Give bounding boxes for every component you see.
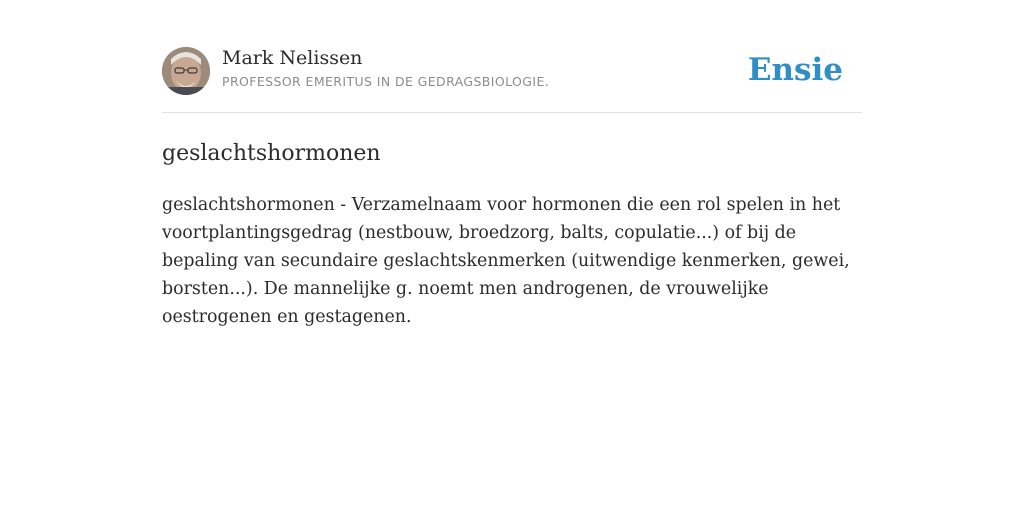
- entry-term: geslachtshormonen: [162, 141, 381, 166]
- page: [162, 0, 862, 331]
- ensie-logo[interactable]: Ensie: [747, 52, 843, 88]
- entry-definition: geslachtshormonen - Verzamelnaam voor hormonen die een rol spelen in het voortplantingsgedrag (nestbouw, broedzorg, balts, copulatie...) of bij de bepaling van secundaire geslachtskenmerken (uitwendige kenmerken, gewei, borsten...). De mannelijke g. noemt men androgenen, de vrouwelijke oestrogenen en gestagenen.: [162, 195, 850, 327]
- author-name[interactable]: Mark Nelissen: [222, 47, 363, 69]
- header: [162, 0, 862, 113]
- avatar-portrait-icon: [162, 47, 210, 95]
- author-title: PROFESSOR EMERITUS IN DE GEDRAGSBIOLOGIE.: [222, 74, 550, 89]
- author-avatar[interactable]: [162, 47, 210, 95]
